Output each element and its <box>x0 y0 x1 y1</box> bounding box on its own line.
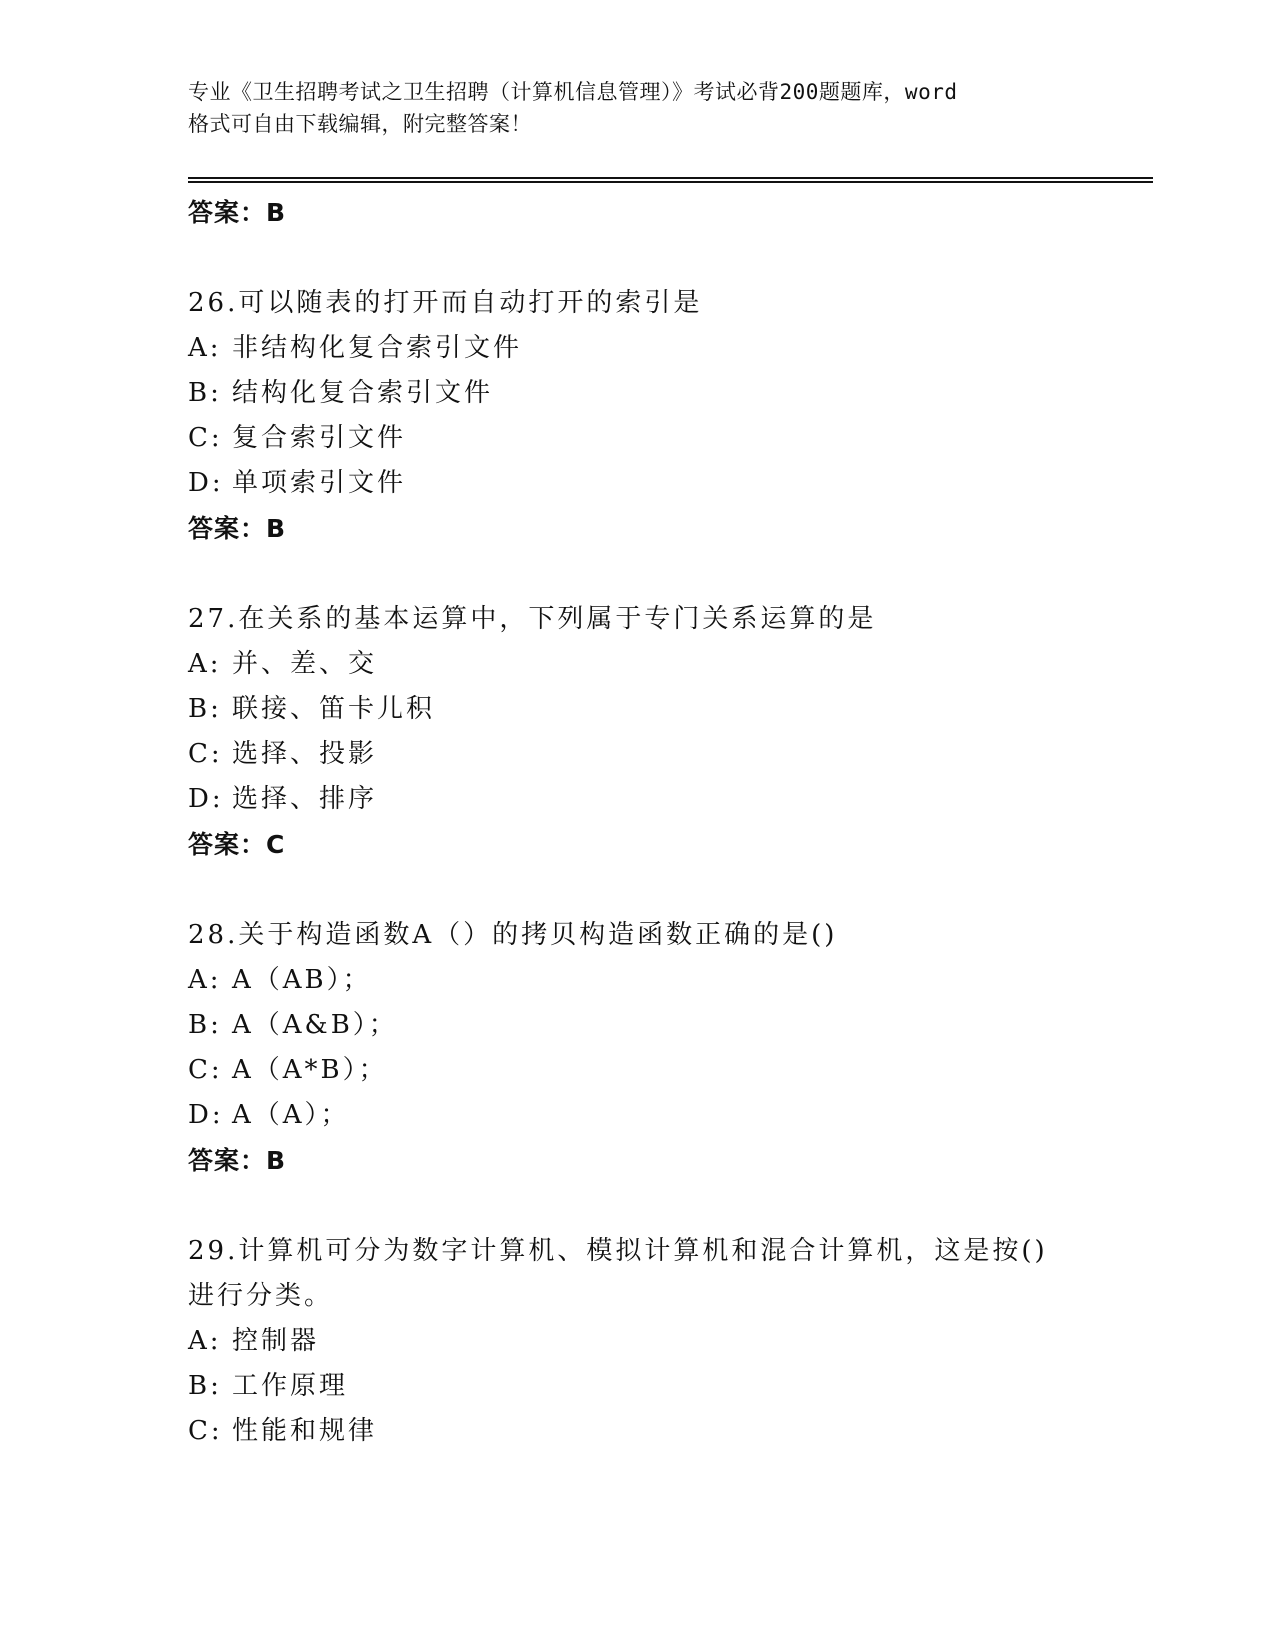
option-label: C: <box>188 423 223 453</box>
option-b <box>188 1364 1088 1409</box>
option-text: A（A）； <box>232 1100 350 1130</box>
option-label: B: <box>188 694 222 724</box>
header-divider-bottom <box>188 181 1153 183</box>
header-line-2: 格式可自由下载编辑，附完整答案！ <box>188 112 532 136</box>
answer-line: 答案：B <box>188 198 287 227</box>
option-b <box>188 687 1088 732</box>
option-label: C: <box>188 739 223 769</box>
question-content <box>188 190 1088 1454</box>
option-text: 性能和规律 <box>232 1416 378 1446</box>
answer-line: 答案：B <box>188 1146 287 1175</box>
option-text: 单项索引文件 <box>232 468 407 498</box>
option-a <box>188 1319 1088 1364</box>
question-stem: 27.在关系的基本运算中，下列属于专门关系运算的是 <box>188 604 877 634</box>
option-d <box>188 461 1088 506</box>
question-stem: 26.可以随表的打开而自动打开的索引是 <box>188 288 703 318</box>
option-text: 控制器 <box>232 1326 320 1356</box>
option-label: C: <box>188 1055 223 1085</box>
question-block <box>188 913 1088 1183</box>
option-d <box>188 777 1088 822</box>
question-block <box>188 1229 1088 1454</box>
option-text: 非结构化复合索引文件 <box>232 333 523 363</box>
option-label: B: <box>188 1010 222 1040</box>
question-stem: 28.关于构造函数A（）的拷贝构造函数正确的是() <box>188 920 838 950</box>
option-a <box>188 326 1088 371</box>
option-text: 工作原理 <box>232 1371 349 1401</box>
option-label: A: <box>188 1326 222 1356</box>
option-text: A（A*B）； <box>232 1055 388 1085</box>
header-divider-top <box>188 177 1153 179</box>
option-label: B: <box>188 1371 222 1401</box>
question-block <box>188 597 1088 867</box>
option-label: D: <box>188 784 224 814</box>
question-block <box>188 281 1088 551</box>
option-label: A: <box>188 333 222 363</box>
option-label: C: <box>188 1416 223 1446</box>
question-stem: 29.计算机可分为数字计算机、模拟计算机和混合计算机，这是按()进行分类。 <box>188 1236 1048 1311</box>
option-label: D: <box>188 1100 224 1130</box>
option-text: 选择、投影 <box>232 739 378 769</box>
option-c <box>188 732 1088 777</box>
option-label: B: <box>188 378 222 408</box>
option-label: A: <box>188 649 222 679</box>
option-text: 联接、笛卡儿积 <box>232 694 436 724</box>
option-text: A（AB）； <box>232 965 372 995</box>
option-c <box>188 416 1088 461</box>
option-c <box>188 1409 1088 1454</box>
option-text: A（A&B）； <box>232 1010 398 1040</box>
answer-line: 答案：C <box>188 830 286 859</box>
option-a <box>188 642 1088 687</box>
option-label: D: <box>188 468 224 498</box>
option-text: 选择、排序 <box>232 784 378 814</box>
option-text: 并、差、交 <box>232 649 378 679</box>
answer-line: 答案：B <box>188 514 287 543</box>
option-b <box>188 1003 1088 1048</box>
option-label: A: <box>188 965 222 995</box>
option-text: 结构化复合索引文件 <box>232 378 494 408</box>
header-line-1: 专业《卫生招聘考试之卫生招聘（计算机信息管理）》考试必背200题题库，word <box>188 80 958 104</box>
document-header <box>188 76 1088 140</box>
option-text: 复合索引文件 <box>232 423 407 453</box>
option-a <box>188 958 1088 1003</box>
option-d <box>188 1093 1088 1138</box>
option-b <box>188 371 1088 416</box>
option-c <box>188 1048 1088 1093</box>
